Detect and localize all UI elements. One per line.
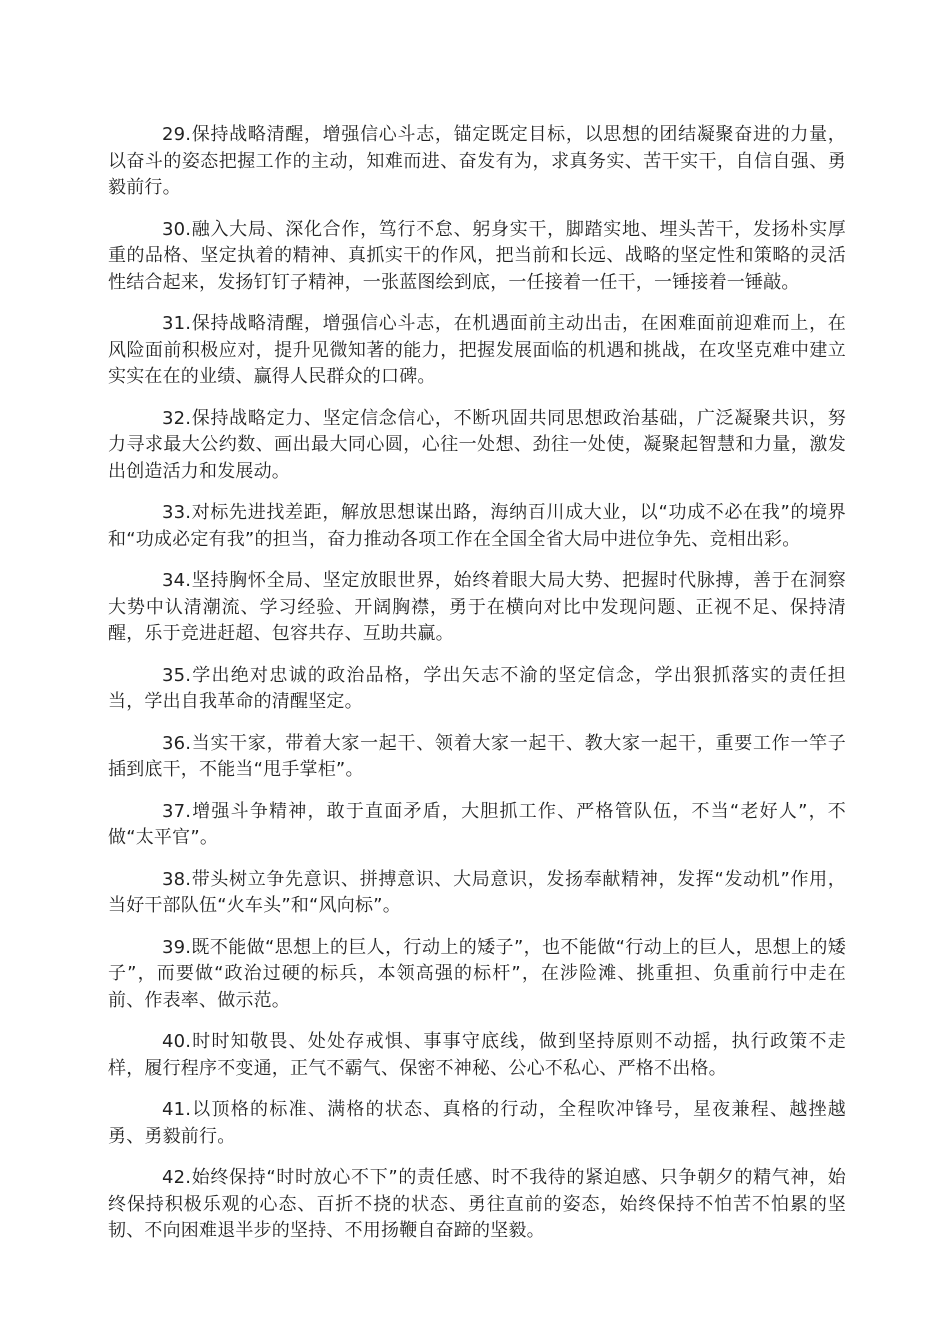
paragraph-34: 34.坚持胸怀全局、坚定放眼世界，始终着眼大局大势、把握时代脉搏，善于在洞察大势中认清潮流、学习经验、开阔胸襟，勇于在横向对比中发现问题、正视不足、保持清醒，乐于竞进赶超、包容共存、互助共赢。 xyxy=(108,570,846,644)
paragraph-40: 40.时时知敬畏、处处存戒惧、事事守底线，做到坚持原则不动摇，执行政策不走样，履行程序不变通，正气不霸气、保密不神秘、公心不私心、严格不出格。 xyxy=(108,1031,846,1079)
document-body xyxy=(108,122,846,1260)
paragraph-31: 31.保持战略清醒，增强信心斗志，在机遇面前主动出击，在困难面前迎难而上，在风险面前积极应对，提升见微知著的能力，把握发展面临的机遇和挑战，在攻坚克难中建立实实在在的业绩、赢得人民群众的口碑。 xyxy=(108,313,846,387)
paragraph-33: 33.对标先进找差距，解放思想谋出路，海纳百川成大业，以“功成不必在我”的境界和“功成必定有我”的担当，奋力推动各项工作在全国全省大局中进位争先、竞相出彩。 xyxy=(108,502,846,550)
paragraph-35: 35.学出绝对忠诚的政治品格，学出矢志不渝的坚定信念，学出狠抓落实的责任担当，学出自我革命的清醒坚定。 xyxy=(108,664,846,712)
paragraph-42: 42.始终保持“时时放心不下”的责任感、时不我待的紧迫感、只争朝夕的精气神，始终保持积极乐观的心态、百折不挠的状态、勇往直前的姿态，始终保持不怕苦不怕累的坚韧、不向困难退半步的坚持、不用扬鞭自奋蹄的坚毅。 xyxy=(108,1167,846,1241)
paragraph-36: 36.当实干家，带着大家一起干、领着大家一起干、教大家一起干，重要工作一竿子插到底干，不能当“甩手掌柜”。 xyxy=(108,732,846,780)
paragraph-37: 37.增强斗争精神，敢于直面矛盾，大胆抓工作、严格管队伍，不当“老好人”，不做“太平官”。 xyxy=(108,800,846,848)
paragraph-29: 29.保持战略清醒，增强信心斗志，锚定既定目标，以思想的团结凝聚奋进的力量，以奋斗的姿态把握工作的主动，知难而进、奋发有为，求真务实、苦干实干，自信自强、勇毅前行。 xyxy=(108,124,846,198)
paragraph-30: 30.融入大局、深化合作，笃行不怠、躬身实干，脚踏实地、埋头苦干，发扬朴实厚重的品格、坚定执着的精神、真抓实干的作风，把当前和长远、战略的坚定性和策略的灵活性结合起来，发扬钉钉子精神，一张蓝图绘到底，一任接着一任干，一锤接着一锤敲。 xyxy=(108,218,846,293)
paragraph-38: 38.带头树立争先意识、拼搏意识、大局意识，发扬奉献精神，发挥“发动机”作用，当好干部队伍“火车头”和“风向标”。 xyxy=(108,868,846,916)
paragraph-39: 39.既不能做“思想上的巨人，行动上的矮子”，也不能做“行动上的巨人，思想上的矮子”，而要做“政治过硬的标兵，本领高强的标杆”，在涉险滩、挑重担、负重前行中走在前、作表率、做示范。 xyxy=(108,936,846,1011)
paragraph-41: 41.以顶格的标准、满格的状态、真格的行动，全程吹冲锋号，星夜兼程、越挫越勇、勇毅前行。 xyxy=(108,1099,846,1147)
paragraph-32: 32.保持战略定力、坚定信念信心，不断巩固共同思想政治基础，广泛凝聚共识，努力寻求最大公约数、画出最大同心圆，心往一处想、劲往一处使，凝聚起智慧和力量，激发出创造活力和发展动。 xyxy=(108,407,846,482)
